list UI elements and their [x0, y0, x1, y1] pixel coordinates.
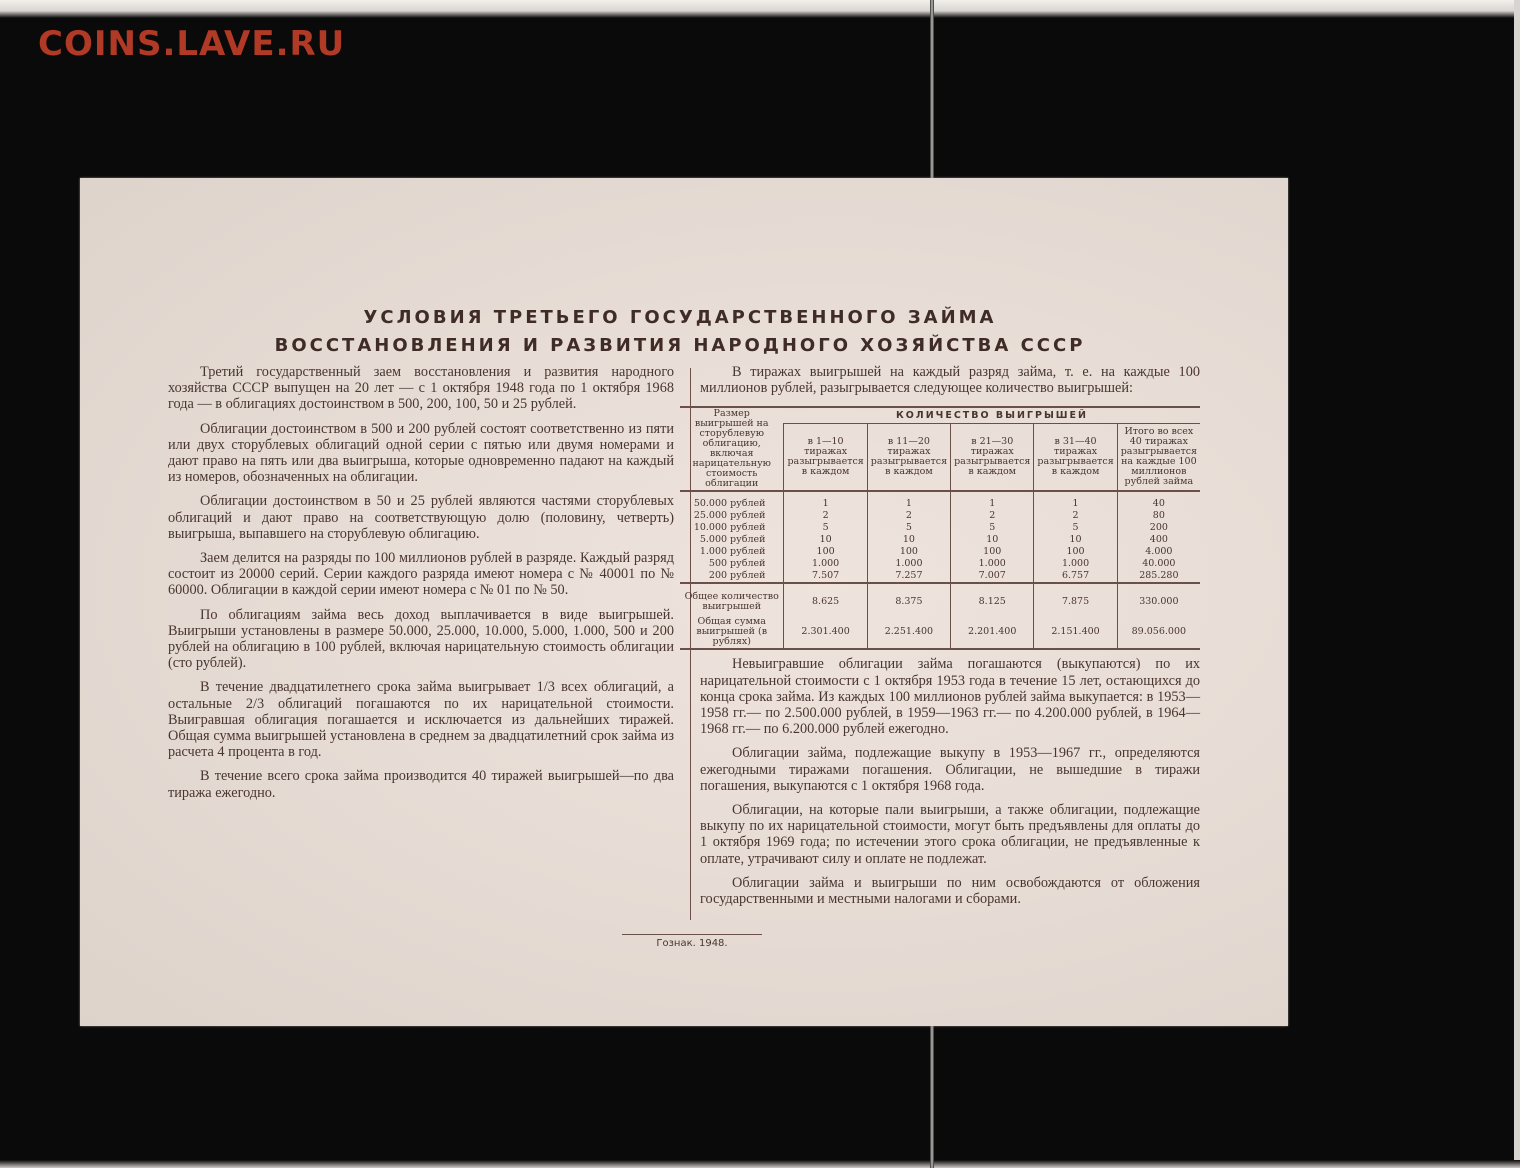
- paragraph-redemption: В течение двадцатилетнего срока займа выигрывает 1/3 всех облигаций, а остальные 2/3 облигаций погашаются по их нарицательной стоимости. Выигравшая облигация погашается и исключается из дальнейших тиражей. Общая сумма выигрышей установлена в среднем за двадцатилетний срок займа из расчета 4 процента в год.: [168, 679, 674, 761]
- table-cell: 1: [1034, 491, 1117, 510]
- prize-size: 25.000 рублей: [693, 510, 766, 522]
- table-cell: 7.007: [951, 570, 1034, 583]
- paragraph-fractions: Облигации достоинством в 50 и 25 рублей являются частями сторублевых облигаций и дают право на соответствующую долю (половину, четверть) выигрыша, выпавшего на сторублевую облигацию.: [168, 493, 674, 542]
- table-intro: В тиражах выигрышей на каждый разряд займа, т. е. на каждые 100 миллионов рублей, разыгрывается следующее количество выигрышей:: [700, 364, 1200, 397]
- col-header-draws-21-30: в 21—30 тиражах разыгрывается в каждом: [951, 424, 1034, 492]
- prize-size: 500 рублей: [708, 558, 766, 570]
- table-row: [680, 534, 1200, 546]
- bond-conditions-heading: [260, 304, 1100, 360]
- table-cell: 100: [867, 546, 950, 558]
- table-cell: 89.056.000: [1117, 616, 1200, 649]
- table-cell: 40.000: [1117, 558, 1200, 570]
- left-column: [168, 364, 674, 809]
- table-row: [680, 546, 1200, 558]
- table-cell: 2: [951, 510, 1034, 522]
- col-header-draws-11-20: в 11—20 тиражах разыгрывается в каждом: [867, 424, 950, 492]
- table-cell: 285.280: [1117, 570, 1200, 583]
- site-watermark: COINS.LAVE.RU: [38, 24, 346, 64]
- scan-edge-bottom: [0, 1160, 1520, 1168]
- table-cell: 7.507: [784, 570, 867, 583]
- table-cell: 2.201.400: [951, 616, 1034, 649]
- table-cell: 1.000: [867, 558, 950, 570]
- table-cell: 330.000: [1117, 583, 1200, 616]
- col-header-draws-1-10: в 1—10 тиражах разыгрывается в каждом: [784, 424, 867, 492]
- paragraph-payment-deadline: Облигации, на которые пали выигрыши, а также облигации, подлежащие выкупу по их нарицательной стоимости, могут быть предъявлены для оплаты до 1 октября 1969 года; по истечении этого срока облигации, не предъявленные к оплате, утрачивают силу и оплате не подлежат.: [700, 802, 1200, 867]
- table-cell: 100: [951, 546, 1034, 558]
- table-cell: 8.375: [867, 583, 950, 616]
- table-cell: 5: [1034, 522, 1117, 534]
- paragraph-series: Заем делится на разряды по 100 миллионов рублей в разряде. Каждый разряд состоит из 20000 серий. Серии каждого разряда имеют номера с № 40001 по № 60000. Облигации в каждой серии имеют номера с № 01 по № 50.: [168, 550, 674, 599]
- table-row: [680, 522, 1200, 534]
- prize-count-group-header: КОЛИЧЕСТВО ВЫИГРЫШЕЙ: [784, 407, 1200, 423]
- paragraph-term: Третий государственный заем восстановления и развития народного хозяйства СССР выпущен на 20 лет — с 1 октября 1948 года по 1 октября 1968 года — в облигациях достоинством в 500, 200, 100, 50 и 25 рублей.: [168, 364, 674, 413]
- total-sum-row: [680, 616, 1200, 649]
- table-cell: 2: [1034, 510, 1117, 522]
- paragraph-tax-exemption: Облигации займа и выигрыши по ним освобождаются от обложения государственными и местными налогами и сборами.: [700, 874, 1200, 908]
- table-cell: 100: [784, 546, 867, 558]
- table-cell: 4.000: [1117, 546, 1200, 558]
- table-cell: 1: [867, 491, 950, 510]
- prize-size: 10.000 рублей: [693, 522, 766, 534]
- table-cell: 1.000: [784, 558, 867, 570]
- table-cell: 1.000: [1034, 558, 1117, 570]
- table-cell: 80: [1117, 510, 1200, 522]
- table-cell: 5: [867, 522, 950, 534]
- table-row: [680, 570, 1200, 583]
- table-cell: 200: [1117, 522, 1200, 534]
- table-cell: 1: [951, 491, 1034, 510]
- col-header-draws-31-40: в 31—40 тиражах разыгрывается в каждом: [1034, 424, 1117, 492]
- prize-table: [680, 406, 1200, 650]
- table-cell: 2: [784, 510, 867, 522]
- paragraph-denominations: Облигации достоинством в 500 и 200 рублей состоят соответственно из пяти или двух сторублевых облигаций одной серии с пятью или двумя номерами и дают право на пять или два выигрыша, которые одновременно падают на каждый из номеров, обозначенных на облигации.: [168, 420, 674, 486]
- table-cell: 400: [1117, 534, 1200, 546]
- table-cell: 1.000: [951, 558, 1034, 570]
- table-row: [680, 491, 1200, 510]
- table-cell: 40: [1117, 491, 1200, 510]
- paragraph-draws: В течение всего срока займа производится 40 тиражей выигрышей—по два тиража ежегодно.: [168, 768, 674, 801]
- col-header-total: Итого во всех 40 тиражах разыгрывается на каждые 100 миллионов рублей займа: [1117, 424, 1200, 492]
- table-cell: 10: [1034, 534, 1117, 546]
- bond-reverse-sheet: [80, 178, 1288, 1026]
- total-sum-label: Общая сумма выигрышей (в рублях): [680, 616, 784, 649]
- table-cell: 7.257: [867, 570, 950, 583]
- prize-size-header: Размер выигрышей на сторублевую облигацию, включая нарицательную стоимость облигации: [680, 407, 784, 491]
- total-count-label: Общее количество выигрышей: [680, 583, 784, 616]
- right-column: [684, 364, 1200, 915]
- table-cell: 2.151.400: [1034, 616, 1117, 649]
- table-cell: 10: [951, 534, 1034, 546]
- prize-size: 50.000 рублей: [693, 498, 766, 510]
- scan-edge-top: [0, 0, 1520, 18]
- prize-size: 200 рублей: [708, 570, 766, 582]
- table-cell: 7.875: [1034, 583, 1117, 616]
- table-cell: 2: [867, 510, 950, 522]
- table-cell: 10: [867, 534, 950, 546]
- table-cell: 1: [784, 491, 867, 510]
- printer-imprint: Гознак. 1948.: [622, 934, 762, 949]
- paragraph-buyback-draws: Облигации займа, подлежащие выкупу в 1953—1967 гг., определяются ежегодными тиражами погашения. Облигации, не вышедшие в тиражи погашения, выкупаются с 1 октября 1968 года.: [700, 745, 1200, 794]
- heading-line-1: УСЛОВИЯ ТРЕТЬЕГО ГОСУДАРСТВЕННОГО ЗАЙМА: [363, 307, 997, 328]
- table-cell: 6.757: [1034, 570, 1117, 583]
- table-cell: 2.251.400: [867, 616, 950, 649]
- table-cell: 8.625: [784, 583, 867, 616]
- prize-size: 1.000 рублей: [699, 546, 766, 558]
- table-cell: 100: [1034, 546, 1117, 558]
- scan-edge-right: [1514, 0, 1520, 1168]
- table-cell: 5: [784, 522, 867, 534]
- table-row: [680, 558, 1200, 570]
- total-count-row: [680, 583, 1200, 616]
- table-cell: 8.125: [951, 583, 1034, 616]
- table-cell: 5: [951, 522, 1034, 534]
- table-cell: 2.301.400: [784, 616, 867, 649]
- paragraph-buyback: Невыигравшие облигации займа погашаются (выкупаются) по их нарицательной стоимости с 1 октября 1953 года в течение 15 лет, остающихся до конца срока займа. Из каждых 100 миллионов рублей займа выкупается: в 1953—1958 гг.— по 2.500.000 рублей, в 1959—1963 гг.— по 4.200.000 рублей, в 1964—1968 гг.— по 6.200.000 рублей ежегодно.: [700, 656, 1200, 738]
- paragraph-income: По облигациям займа весь доход выплачивается в виде выигрышей. Выигрыши установлены в размере 50.000, 25.000, 10.000, 5.000, 1.000, 500 и 200 рублей на облигацию в 100 рублей, включая нарицательную стоимость облигации (сто рублей).: [168, 606, 674, 672]
- table-row: [680, 510, 1200, 522]
- heading-line-2: ВОССТАНОВЛЕНИЯ И РАЗВИТИЯ НАРОДНОГО ХОЗЯЙСТВА СССР: [274, 335, 1086, 356]
- prize-size: 5.000 рублей: [699, 534, 766, 546]
- table-cell: 10: [784, 534, 867, 546]
